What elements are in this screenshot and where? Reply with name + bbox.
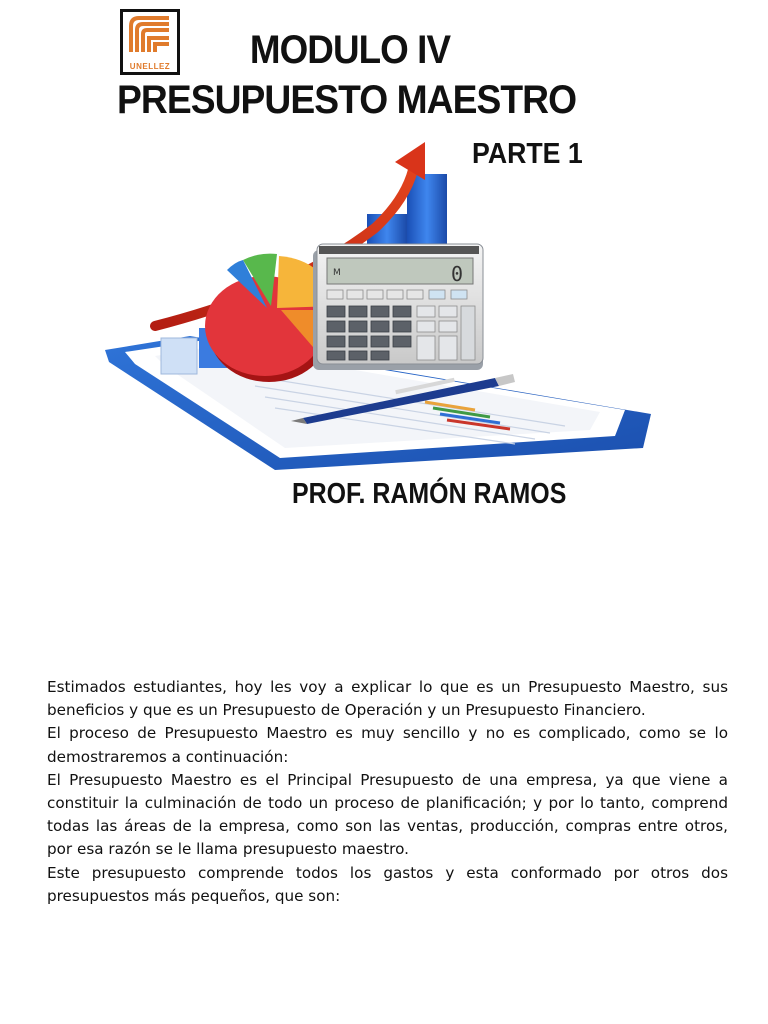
calculator [313, 244, 483, 370]
author-name: PROF. RAMÓN RAMOS [292, 478, 567, 510]
module-title: MODULO IV [249, 28, 451, 72]
paragraph: El Presupuesto Maestro es el Principal Presupuesto de una empresa, ya que viene a constituir la culminación de todo un proceso de planificación; y por lo tanto, comprend todas las áreas de la empresa, como son las ventas, producción, compras entre otros, por esa razón se le llama presupuesto maestro. [47, 770, 728, 859]
calculator-display: 0 [450, 262, 463, 286]
intro-text [47, 676, 728, 908]
calculator-label: M [333, 268, 341, 278]
paragraph: El proceso de Presupuesto Maestro es muy sencillo y no es complicado, como se lo demostraremos a continuación: [47, 724, 728, 766]
budget-illustration [95, 140, 665, 475]
paragraph: Este presupuesto comprende todos los gastos y esta conformado por otros dos presupuestos más pequeños, que son: [47, 863, 728, 905]
logo-text: UNELLEZ [129, 62, 171, 71]
part-label: PARTE 1 [472, 138, 583, 170]
document-title: PRESUPUESTO MAESTRO [117, 78, 577, 122]
paragraph: Estimados estudiantes, hoy les voy a explicar lo que es un Presupuesto Maestro, sus beneficios y que es un Presupuesto de Operación y un Presupuesto Financiero. [47, 678, 728, 720]
